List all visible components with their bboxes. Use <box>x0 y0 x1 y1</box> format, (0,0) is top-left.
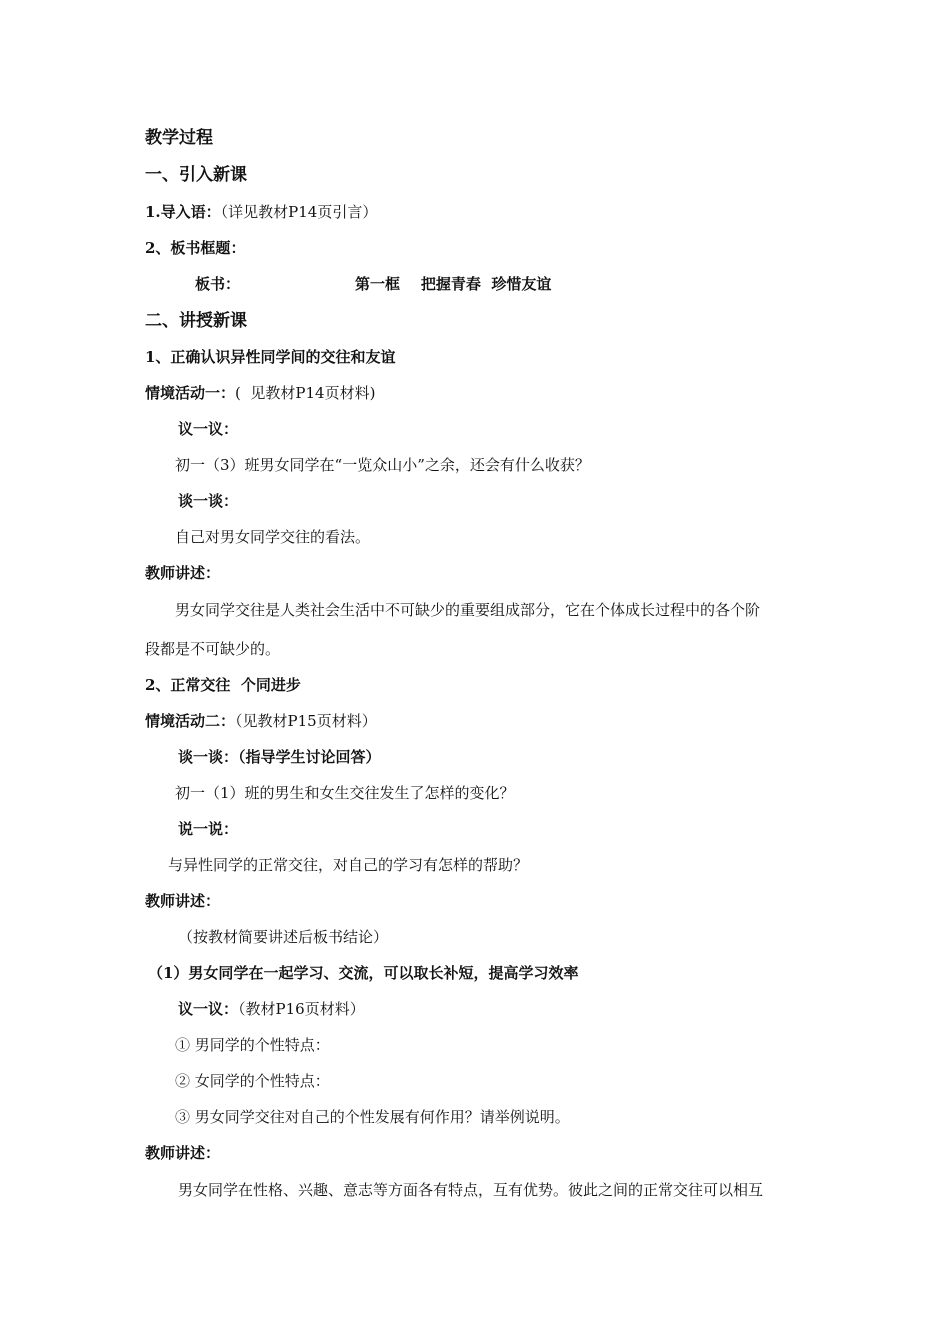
teacher-3-label: 教师讲述： <box>145 1144 221 1162</box>
page-title: 教学过程 <box>145 128 213 148</box>
activity-2 <box>145 711 377 731</box>
part-1-heading: 1、正确认识异性同学间的交往和友谊 <box>145 348 396 366</box>
say-text: 与异性同学的正常交往，对自己的学习有怎样的帮助？ <box>168 856 529 874</box>
teacher-2-text: （按教材简要讲述后板书结论） <box>178 928 389 946</box>
part-2-heading: 2、正常交往 个同进步 <box>145 676 301 694</box>
talk-1-text: 自己对男女同学交往的看法。 <box>175 528 371 546</box>
activity-1-label: 情境活动一： <box>145 384 236 402</box>
intro-item-1-label: 1.导入语： <box>145 203 221 221</box>
discuss-2-label: 议一议： <box>178 1000 239 1018</box>
section-heading-new-lesson: 二、讲授新课 <box>145 311 247 331</box>
talk-1-label: 谈一谈： <box>178 492 239 510</box>
point-1: （1）男女同学在一起学习、交流，可以取长补短，提高学习效率 <box>148 964 579 982</box>
teacher-1-line-1: 男女同学交往是人类社会生活中不可缺少的重要组成部分，它在个体成长过程中的各个阶 <box>175 601 761 619</box>
activity-2-text: （见教材P15页材料） <box>235 712 377 730</box>
question-1: ① 男同学的个性特点： <box>175 1036 330 1054</box>
question-3: ③ 男女同学交往对自己的个性发展有何作用？请举例说明。 <box>175 1108 570 1126</box>
teacher-1-line-2: 段都是不可缺少的。 <box>145 640 281 658</box>
question-2: ② 女同学的个性特点： <box>175 1072 330 1090</box>
teacher-3-text: 男女同学在性格、兴趣、意志等方面各有特点，互有优势。彼此之间的正常交往可以相互 <box>178 1181 764 1199</box>
discuss-2 <box>178 999 365 1019</box>
talk-2-text: 初一（1）班的男生和女生交往发生了怎样的变化？ <box>175 784 515 802</box>
section-heading-intro: 一、引入新课 <box>145 165 247 185</box>
intro-item-1-text: （详见教材P14页引言） <box>220 203 378 221</box>
intro-item-2-label: 2、板书框题： <box>145 239 246 257</box>
teacher-1-label: 教师讲述： <box>145 564 221 582</box>
discuss-1-label: 议一议： <box>178 420 239 438</box>
board-title: 第一框 把握青春 珍惜友谊 <box>355 275 552 293</box>
discuss-1-text: 初一（3）班男女同学在“一览众山小”之余，还会有什么收获？ <box>175 456 590 474</box>
activity-1 <box>145 383 375 403</box>
intro-item-1 <box>145 202 377 222</box>
activity-2-label: 情境活动二： <box>145 712 236 730</box>
talk-2-label: 谈一谈：（指导学生讨论回答） <box>178 748 381 766</box>
teacher-2-label: 教师讲述： <box>145 892 221 910</box>
board-label: 板书： <box>195 275 241 293</box>
discuss-2-text: （教材P16页材料） <box>238 1000 365 1018</box>
activity-1-text: ( 见教材P14页材料) <box>235 384 376 402</box>
say-label: 说一说： <box>178 820 239 838</box>
